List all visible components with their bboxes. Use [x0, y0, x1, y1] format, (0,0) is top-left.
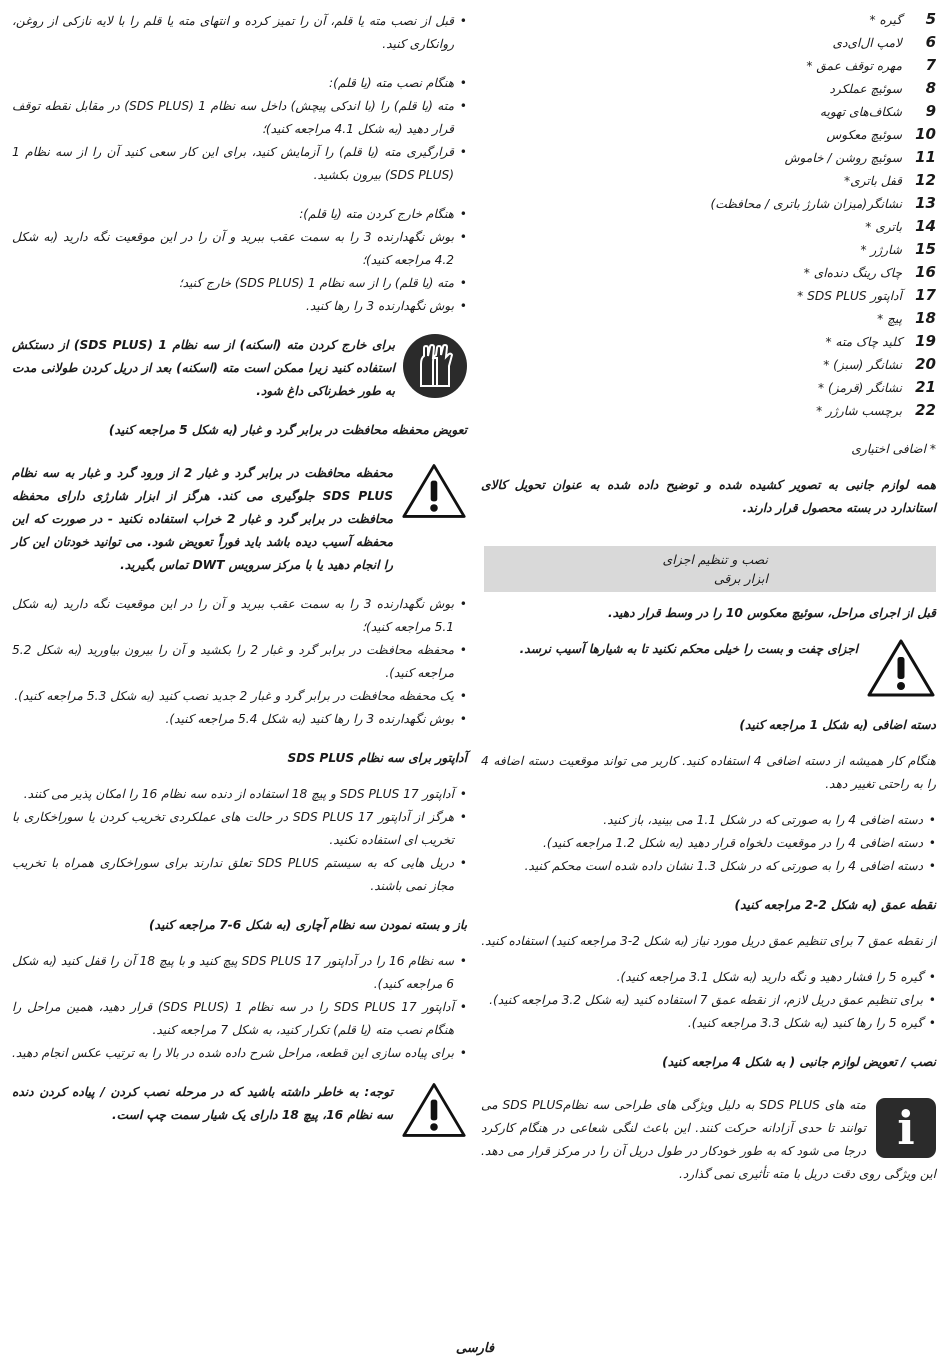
section-title-line2: ابزار برقی — [713, 571, 768, 586]
remove-heading: • هنگام خارج کردن مته (یا قلم): — [12, 203, 467, 226]
list-item: • گیره 5 را رها کنید (به شکل 3.3 مراجعه کنید). — [481, 1012, 936, 1035]
final-warning-text: توجه: به خاطر داشته باشید که در مرحله نصب کردن / پیاده کردن دنده سه نظام 16، پیچ 18 دارای یک شیار سمت چپ است. — [12, 1085, 393, 1122]
warning-parts-text: اجزای چفت و بست را خیلی محکم نکنید تا به شیارها آسیب نرسد. — [519, 642, 858, 656]
list-item: • برای پیاده سازی این قطعه، مراحل شرح داده شده در بالا را به ترتیب عکس انجام دهید. — [12, 1042, 467, 1065]
list-item: • یک محفظه محافظت در برابر گرد و غبار 2 جدید نصب کنید (به شکل 5.3 مراجعه کنید). — [12, 685, 467, 708]
install-heading: • هنگام نصب مته (یا قلم): — [12, 72, 467, 95]
final-warning — [12, 1081, 467, 1139]
list-item: • دسته اضافی 4 را به صورتی که در شکل 1.1 می بینید، باز کنید. — [481, 809, 936, 832]
page-footer-language: فارسی — [455, 1341, 495, 1356]
list-item: • بوش نگهدارنده 3 را به سمت عقب ببرید و آن را در این موقعیت نگه دارید (به شکل 5.1 مراجعه کنید)؛ — [12, 593, 467, 639]
parts-list-item: 9 شکاف‌های تهویه — [819, 102, 936, 120]
warning-triangle-icon — [401, 462, 467, 520]
parts-list-item: 7 مهره توقف عمق * — [806, 56, 936, 74]
aux-handle-heading: دسته اضافی (به شکل 1 مراجعه کنید) — [739, 718, 936, 732]
parts-list-item: 12 قفل باتری* — [844, 171, 936, 189]
parts-list-item: 6 لامپ ال‌ای‌دی — [832, 33, 936, 51]
info-icon: i — [876, 1098, 936, 1158]
warning-triangle-icon — [866, 638, 936, 698]
parts-list-item: 19 کلید چاک مته * — [825, 332, 936, 350]
aux-handle-paragraph: هنگام کار همیشه از دسته اضافی 4 استفاده کنید. کاربر می تواند موقعیت دسته اضافه 4 را به راحتی تغییر دهد. — [481, 754, 936, 791]
cover-warning-text: محفظه محافظت در برابر گرد و غبار 2 از ورود گرد و غبار به سه نظام SDS PLUS جلوگیری می کند. هرگز از ابزار شارژی دارای محفظه محافظت در برابر گرد و غبار 2 خراب استفاده نکنید - در صورت که این محفظه آسیب دیده باشد باید فوراً تعویض شود. می توانید خودتان این کار را انجام دهید یا با مرکز سرویس DWT تماس بگیرید. — [12, 466, 394, 572]
parts-list-item: 13 نشانگر(میزان شارژ باتری / محافظت) — [710, 194, 936, 212]
parts-list-item: 10 سوئیچ معکوس — [826, 125, 936, 143]
list-item: • سه نظام 16 را در آداپتور SDS PLUS 17 پیچ کنید و با پیچ 18 آن را قفل کنید (به شکل 6 مراجعه کنید). — [12, 950, 467, 996]
parts-list — [481, 8, 936, 422]
list-item: • آداپتور SDS PLUS 17 را در سه نظام 1 (SDS PLUS) قرار دهید، همین مراحل را هنگام نصب مته (یا قلم) تکرار کنید، به شکل 7 مراجعه کنید. — [12, 996, 467, 1042]
parts-list-item: 14 باتری * — [865, 217, 936, 235]
list-item: • بوش نگهدارنده 3 را به سمت عقب ببرید و آن را در این موقعیت نگه دارید (به شکل 4.2 مراجعه کنید)؛ — [12, 226, 467, 272]
warning-triangle-icon — [401, 1081, 467, 1139]
accessories-note: همه لوازم جانبی به تصویر کشیده شده و توضیح داده شده به عنوان تحویل کالای استاندارد در بسته محصول قرار دارند. — [481, 478, 936, 515]
list-item: • قرارگیری مته (یا قلم) را آزمایش کنید، برای این کار سعی کنید آن را از سه نظام 1 (SDS PLUS) بیرون بکشید. — [12, 141, 467, 187]
list-item: • قبل از نصب مته یا قلم، آن را تمیز کرده و انتهای مته یا قلم را با لایه نازکی از روغن، روانکاری کنید. — [12, 10, 467, 56]
parts-list-item: 17 آداپتور SDS PLUS * — [797, 286, 936, 304]
parts-list-item: 22 برچسب شارژر * — [816, 401, 936, 419]
list-item: • محفظه محافظت در برابر گرد و غبار 2 را بکشید و آن را بیرون بیاورید (به شکل 5.2 مراجعه کنید). — [12, 639, 467, 685]
gloves-icon — [403, 334, 467, 398]
parts-list-item: 20 نشانگر (سبز) * — [823, 355, 936, 373]
left-column — [12, 10, 467, 1139]
right-column — [481, 8, 936, 1186]
list-item: • آداپتور SDS PLUS 17 و پیچ 18 استفاده از دنده سه نظام 16 را امکان پذیر می کنند. — [12, 783, 467, 806]
chuck-heading: باز و بسته نمودن سه نظام آچاری (به شکل 6-7 مراجعه کنید) — [148, 918, 467, 932]
cover-heading: تعویض محفظه محافظت در برابر گرد و غبار (به شکل 5 مراجعه کنید) — [108, 423, 467, 437]
list-item: • هرگز از آداپتور SDS PLUS 17 در حالت های عملکردی تخریب کردن یا سوراخکاری با تخریب ای استفاده نکنید. — [12, 806, 467, 852]
list-item: • برای تنظیم عمق دریل لازم، از نقطه عمق 7 استفاده کنید (به شکل 3.2 مراجعه کنید). — [481, 989, 936, 1012]
info-note — [481, 1094, 936, 1186]
adapter-heading: آداپتور برای سه نظام SDS PLUS — [287, 751, 467, 765]
depth-paragraph: از نقطه عمق 7 برای تنظیم عمق دریل مورد نیاز (به شکل 2-3 مراجعه کنید) استفاده کنید. — [481, 934, 936, 948]
warning-parts — [481, 638, 936, 698]
parts-list-item: 8 سوئیچ عملکرد — [829, 79, 936, 97]
glove-note-text: برای خارج کردن مته (اسکنه) از سه نظام 1 (SDS PLUS) از دستکش استفاده کنید زیرا ممکن است مته (اسکنه) بعد از دریل کردن طولانی مدت به طور خطرناکی داغ شود. — [12, 338, 395, 398]
list-item: • دسته اضافی 4 را در موقعیت دلخواه قرار دهید (به شکل 1.2 مراجعه کنید). — [481, 832, 936, 855]
list-item: • بوش نگهدارنده 3 را رها کنید. — [12, 295, 467, 318]
parts-list-item: 18 پیچ * — [877, 309, 936, 327]
before-steps-note: قبل از اجرای مراحل، سوئیچ معکوس 10 را در وسط قرار دهید. — [608, 606, 936, 620]
list-item: • گیره 5 را فشار دهید و نگه دارید (به شکل 3.1 مراجعه کنید). — [481, 966, 936, 989]
parts-list-item: 11 سوئیچ روشن / خاموش — [784, 148, 936, 166]
accessory-heading: نصب / تعویض لوازم جانبی ( به شکل 4 مراجعه کنید) — [662, 1055, 936, 1069]
glove-note — [12, 334, 467, 403]
parts-list-item: 5 گیره * — [869, 10, 936, 28]
list-item: • دسته اضافی 4 را به صورتی که در شکل 1.3 نشان داده شده است محکم کنید. — [481, 855, 936, 878]
parts-list-item: 21 نشانگر (قرمز) * — [818, 378, 936, 396]
section-title-box — [484, 546, 936, 592]
list-item: • دریل هایی که به سیستم SDS PLUS تعلق ندارند برای سوراخکاری همراه با تخریب مجاز نمی باشند. — [12, 852, 467, 898]
optional-note: * اضافی اختیاری — [851, 442, 936, 456]
parts-list-item: 16 چاک رینگ دنده‌ای * — [803, 263, 936, 281]
list-item: • مته (یا قلم) را از سه نظام 1 (SDS PLUS) خارج کنید؛ — [12, 272, 467, 295]
depth-heading: نقطه عمق (به شکل 2-2 مراجعه کنید) — [734, 898, 936, 912]
list-item: • مته (یا قلم) را (با اندکی پیچش) داخل سه نظام 1 (SDS PLUS) در مقابل نقطه توقف قرار دهید (به شکل 4.1 مراجعه کنید)؛ — [12, 95, 467, 141]
info-note-text: مته های SDS PLUS به دلیل ویژگی های طراحی سه نظامSDS PLUS می توانند تا حدی آزادانه حرکت کنند. این باعث لنگی شعاعی در هنگام کارکرد درجا می شود که به طور خودکار در طول دریل آن را در مرکز قرار می دهد. این ویژگی روی دقت دریل با مته تأثیری نمی گذارد. — [481, 1098, 936, 1181]
cover-warning — [12, 462, 467, 577]
section-title-line1: نصب و تنظیم اجزای — [662, 552, 768, 567]
parts-list-item: 15 شارژر * — [860, 240, 936, 258]
list-item: • بوش نگهدارنده 3 را رها کنید (به شکل 5.4 مراجعه کنید). — [12, 708, 467, 731]
